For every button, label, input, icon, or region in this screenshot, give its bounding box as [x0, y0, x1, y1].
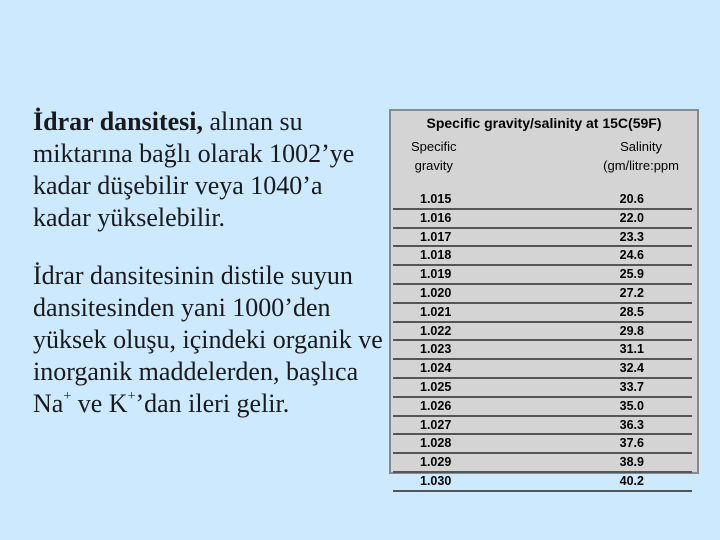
specific-gravity-cell: 1.026: [420, 398, 452, 413]
salinity-cell: 33.7: [619, 379, 644, 394]
table-row: [393, 304, 692, 323]
table-title: Specific gravity/salinity at 15C(59F): [426, 115, 662, 131]
table-row: [393, 454, 692, 473]
salinity-cell: 24.6: [619, 248, 644, 263]
specific-gravity-cell: 1.030: [420, 473, 452, 488]
table-row: [393, 323, 692, 342]
salinity-cell: 23.3: [619, 229, 644, 244]
table-body: [393, 191, 692, 492]
salinity-cell: 38.9: [619, 455, 644, 470]
specific-gravity-cell: 1.024: [420, 361, 452, 376]
header-line: (gm/litre:ppm: [603, 158, 679, 173]
paragraph-part: ’dan ileri gelir.: [135, 389, 290, 418]
header-line: Specific: [411, 139, 457, 154]
salinity-cell: 36.3: [619, 417, 644, 432]
header-line: Salinity: [620, 139, 663, 154]
paragraph-urine-density-range: [33, 106, 383, 234]
specific-gravity-cell: 1.029: [420, 455, 452, 470]
table-row: [393, 191, 692, 210]
salinity-cell: 40.2: [619, 473, 644, 488]
specific-gravity-cell: 1.017: [420, 229, 452, 244]
salinity-cell: 28.5: [619, 304, 644, 319]
column-header-specific-gravity: [411, 137, 457, 175]
salinity-cell: 27.2: [619, 285, 644, 300]
specific-gravity-cell: 1.019: [420, 267, 452, 282]
specific-gravity-cell: 1.025: [420, 379, 452, 394]
table-row: [393, 435, 692, 454]
specific-gravity-cell: 1.028: [420, 436, 452, 451]
table-row: [393, 266, 692, 285]
table-row: [393, 285, 692, 304]
specific-gravity-cell: 1.022: [420, 323, 452, 338]
table-row: [393, 398, 692, 417]
salinity-cell: 37.6: [619, 436, 644, 451]
salinity-cell: 29.8: [619, 323, 644, 338]
specific-gravity-cell: 1.023: [420, 342, 452, 357]
column-header-salinity: [603, 137, 679, 175]
table-row: [393, 417, 692, 436]
superscript-plus: +: [127, 389, 136, 405]
paragraph-density-explanation: [33, 260, 383, 420]
superscript-plus: +: [63, 389, 72, 405]
table-row: [393, 229, 692, 248]
salinity-cell: 20.6: [619, 192, 644, 206]
table-row: [393, 341, 692, 360]
specific-gravity-cell: 1.016: [420, 210, 452, 225]
table-row: [393, 210, 692, 229]
slide-text: [33, 106, 383, 420]
paragraph-part: ve K: [71, 389, 128, 418]
table-row: [393, 247, 692, 266]
specific-gravity-cell: 1.020: [420, 285, 452, 300]
salinity-cell: 35.0: [619, 398, 644, 413]
table-row: [393, 379, 692, 398]
salinity-cell: 31.1: [619, 342, 644, 357]
salinity-cell: 22.0: [619, 210, 644, 225]
paragraph-body: alınan su miktarına bağlı olarak 1002’ye kadar düşebilir veya 1040’a kadar yükselebilir.: [33, 107, 355, 232]
salinity-cell: 32.4: [619, 361, 644, 376]
paragraph-part: İdrar dansitesinin distile suyun dansitesinden yani 1000’den yüksek oluşu, içindeki organik ve inorganik maddelerden, başlıca Na: [33, 261, 383, 418]
specific-gravity-cell: 1.018: [420, 248, 452, 263]
specific-gravity-cell: 1.027: [420, 417, 452, 432]
paragraph-bold-lead: İdrar dansitesi,: [33, 107, 203, 136]
table-row: [393, 473, 692, 492]
table-row: [393, 360, 692, 379]
salinity-table: [389, 109, 699, 488]
salinity-cell: 25.9: [619, 267, 644, 282]
specific-gravity-cell: 1.015: [420, 192, 452, 206]
specific-gravity-cell: 1.021: [420, 304, 452, 319]
header-line: gravity: [414, 158, 453, 173]
